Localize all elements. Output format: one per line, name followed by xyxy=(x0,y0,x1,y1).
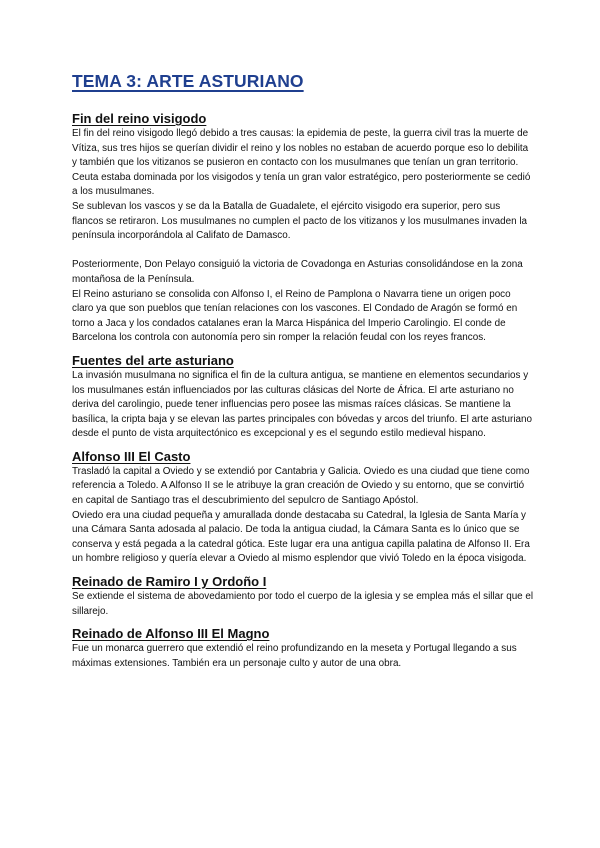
paragraph: Oviedo era una ciudad pequeña y amurallada donde destacaba su Catedral, la Iglesia de Santa María y una Cámara Santa adosada al palacio. De toda la antigua ciudad, la Cámara Santa es lo único que se conserva y está pegada a la catedral gótica. Este lugar era una antigua capilla palatina de Alfonso II. Era un hombre religioso y quería elevar a Oviedo al mismo esplendor que vivió Toledo en la época visigoda. xyxy=(72,509,530,565)
section-gap xyxy=(72,346,534,353)
section-gap xyxy=(72,567,534,574)
document-title: TEMA 3: ARTE ASTURIANO xyxy=(72,71,304,91)
section-heading: Fuentes del arte asturiano xyxy=(72,352,234,368)
section-heading: Reinado de Ramiro I y Ordoño I xyxy=(72,574,267,590)
paragraph: El Reino asturiano se consolida con Alfonso I, el Reino de Pamplona o Navarra tiene un origen poco claro ya que son pueblos que tenían relaciones con los vascones. El Condado de Aragón se formó en torno a Jaca y los condados catalanes eran la Marca Hispánica del Imperio Carolingio. El conde de Barcelona los controla con autonomía pero sin romper la relación feudal con los reyes francos. xyxy=(72,288,518,344)
paragraph: Posteriormente, Don Pelayo consiguió la victoria de Covadonga en Asturias consolidándose en la zona montañosa de la Península. xyxy=(72,259,523,285)
paragraph: Se extiende el sistema de abovedamiento por todo el cuerpo de la iglesia y se emplea más el sillar que el sillarejo. xyxy=(72,591,534,617)
section-gap xyxy=(72,442,534,449)
section-fuentes-arte-asturiano xyxy=(72,353,534,442)
paragraph: Trasladó la capital a Oviedo y se extendió por Cantabria y Galicia. Oviedo es una ciudad que tiene como referencia a Toledo. A Alfonso II se le atribuye la gran creación de Oviedo y su entorno, que se convirtió en capital de Santiago tras el descubrimiento del sepulcro de Santiago Apóstol. xyxy=(72,465,530,507)
section-ramiro-ordono xyxy=(72,574,534,619)
paragraph: Se sublevan los vascos y se da la Batalla de Guadalete, el ejército visigodo era superior, pero sus flancos se retiraron. Los musulmanes no cumplen el pacto de los vitizanos y los musulmanes invaden la península incorporándola al Califato de Damasco. xyxy=(72,200,528,242)
section-gap xyxy=(72,619,534,626)
section-alfonso-iii-el-casto xyxy=(72,449,534,567)
section-fin-reino-visigodo xyxy=(72,111,534,346)
section-heading: Alfonso III El Casto xyxy=(72,448,191,464)
section-heading: Fin del reino visigodo xyxy=(72,111,207,126)
section-alfonso-iii-el-magno xyxy=(72,626,534,671)
paragraph: La invasión musulmana no significa el fin de la cultura antigua, se mantiene en elementos secundarios y los musulmanes están influenciados por las culturas clásicas del Norte de África. El arte asturiano no deriva del carolingio, puede tener influencias pero posee las mismas raíces clásicas. Se mantiene la basílica, la cripta baja y se elevan las partes principales con bóvedas y arcos del triunfo. El arte asturiano desde el punto de vista arquitectónico es excepcional y es el segundo estilo medieval hispano. xyxy=(72,369,532,440)
paragraph: El fin del reino visigodo llegó debido a tres causas: la epidemia de peste, la guerra civil tras la muerte de Vítiza, sus tres hijos se querían dividir el reino y los nobles no estaban de acuerdo porque eso lo debilita y también que los vitizanos se pusieron en contacto con los musulmanes que tenían un gran territorio. Ceuta estaba dominada por los visigodos y tenía un gran valor estratégico, pero posteriormente se cedió a los musulmanes. xyxy=(72,128,531,198)
section-heading: Reinado de Alfonso III El Magno xyxy=(72,626,270,642)
blank-line xyxy=(72,244,534,259)
document-page xyxy=(72,70,534,671)
paragraph: Fue un monarca guerrero que extendió el reino profundizando en la meseta y Portugal llegando a sus máximas extensiones. También era un personaje culto y autor de una obra. xyxy=(72,643,517,669)
